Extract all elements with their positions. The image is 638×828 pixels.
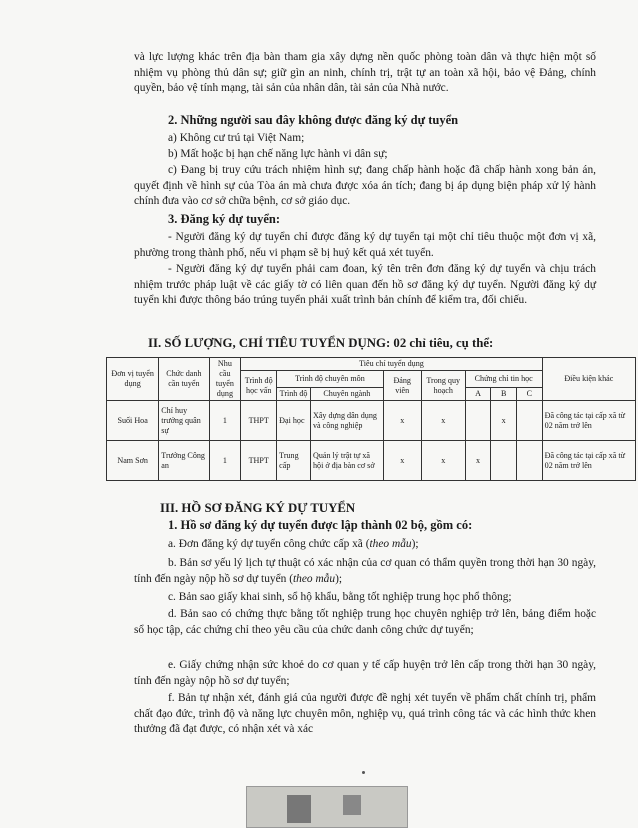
heading-not-eligible: 2. Những người sau đây không được đăng ký dự tuyển [168, 113, 459, 127]
cell-planning: x [421, 401, 465, 441]
registration-rule-2: - Người đăng ký dự tuyển phải cam đoan, ký tên trên đơn đăng ký dự tuyển và chịu trách nhiệm trước pháp luật về các giấy tờ có liên quan đến hồ sơ đăng ký dự tuyển. Người đăng ký dự tuyển khi được thông báo trúng tuyển phải xuất trình bản chính để kiểm tra, đối chiếu. [134, 263, 596, 307]
cell-education: THPT [241, 401, 277, 441]
item-b: b) Mất hoặc bị hạn chế năng lực hành vi dân sự; [168, 148, 388, 160]
cell-education: THPT [241, 441, 277, 481]
item-c: c) Đang bị truy cứu trách nhiệm hình sự; đang chấp hành hoặc đã chấp hành xong bản án, quyết định về hình sự của Tòa án mà chưa được xóa án tích; đang bị áp dụng biện pháp xử lý hành chính đưa vào cơ sở chữa bệnh, cơ sở giáo dục. [134, 164, 596, 208]
recruitment-table [106, 357, 636, 481]
th-other: Điều kiện khác [542, 358, 635, 401]
cell-c [517, 441, 543, 481]
th-a: A [465, 388, 491, 401]
cell-planning: x [421, 441, 465, 481]
registration-rule-1: - Người đăng ký dự tuyển chỉ được đăng ký dự tuyển tại một chỉ tiêu thuộc một đơn vị xã, phường trong thành phố, nếu vi phạm sẽ bị huỷ kết quả xét tuyển. [134, 231, 596, 259]
dossier-item-f: f. Bản tự nhận xét, đánh giá của người được đề nghị xét tuyển về phẩm chất chính trị, phẩm chất đạo đức, trình độ và năng lực chuyên môn, nghiệp vụ, quá trình công tác và các hình thức khen thưởng đã đạt được, có nhận xét và xác [134, 692, 596, 736]
item-a-text: a. Đơn đăng ký dự tuyển công chức cấp xã ( [168, 538, 370, 550]
item-b-italic: theo mẫu [293, 572, 336, 585]
paragraph-intro: và lực lượng khác trên địa bàn tham gia xây dựng nền quốc phòng toàn dân và thực hiện một số nhiệm vụ phòng thủ dân sự; giữ gìn an ninh, chính trị, trật tự an toàn xã hội, bảo vệ Đảng, chính quyền, bảo vệ tính mạng, tài sản của nhân dân, tài sản của Nhà nước. [134, 51, 596, 95]
table-row [107, 441, 636, 481]
heading-dossier: 1. Hồ sơ đăng ký dự tuyển được lập thành 02 bộ, gồm có: [168, 518, 473, 532]
dossier-item-d: d. Bản sao có chứng thực bằng tốt nghiệp trung học chuyên nghiệp trở lên, bảng điểm hoặc sổ học tập, các chứng chỉ theo yêu cầu của chức danh công chức dự tuyển; [134, 608, 596, 636]
cell-a: x [465, 441, 491, 481]
heading-registration: 3. Đăng ký dự tuyển: [168, 212, 281, 226]
th-planning: Trong quy hoạch [421, 371, 465, 401]
cell-unit: Nam Sơn [107, 441, 159, 481]
cell-level: Trung cấp [277, 441, 311, 481]
th-party: Đảng viên [383, 371, 421, 401]
cell-major: Xây dựng dân dụng và công nghiệp [310, 401, 383, 441]
th-it-cert: Chứng chỉ tin học [465, 371, 542, 388]
item-b-end: ); [335, 572, 343, 585]
th-level: Trình độ [277, 388, 311, 401]
cell-major: Quản lý trật tự xã hội ở địa bàn cơ sở [310, 441, 383, 481]
cell-c [517, 401, 543, 441]
section-iii-heading: III. HỒ SƠ ĐĂNG KÝ DỰ TUYỂN [160, 501, 356, 515]
dossier-item-e: e. Giấy chứng nhận sức khoẻ do cơ quan y tế cấp huyện trở lên cấp trong thời hạn 30 ngày, tính đến ngày nộp hồ sơ dự tuyển; [134, 659, 596, 687]
cell-party: x [383, 441, 421, 481]
cell-position: Chỉ huy trưởng quân sự [159, 401, 209, 441]
artifact-shape [287, 795, 311, 823]
th-b: B [491, 388, 517, 401]
cell-need: 1 [209, 441, 241, 481]
item-a: a) Không cư trú tại Việt Nam; [168, 132, 305, 144]
cell-b [491, 441, 517, 481]
cell-other: Đã công tác tại cấp xã từ 02 năm trở lên [542, 401, 635, 441]
dossier-item-a [134, 537, 596, 553]
section-ii-heading: II. SỐ LƯỢNG, CHỈ TIÊU TUYỂN DỤNG: 02 chỉ tiêu, cụ thể: [148, 336, 494, 350]
cell-level: Đại học [277, 401, 311, 441]
th-position: Chức danh cần tuyển [159, 358, 209, 401]
scan-speck [362, 771, 365, 774]
dossier-item-c: c. Bản sao giấy khai sinh, sổ hộ khẩu, bằng tốt nghiệp trung học phổ thông; [168, 591, 512, 603]
dossier-item-b [134, 556, 596, 587]
cell-other: Đã công tác tại cấp xã từ 02 năm trở lên [542, 441, 635, 481]
cell-unit: Suối Hoa [107, 401, 159, 441]
cell-position: Trưởng Công an [159, 441, 209, 481]
th-c: C [517, 388, 543, 401]
cell-party: x [383, 401, 421, 441]
th-need: Nhu cầu tuyển dụng [209, 358, 241, 401]
item-a-italic: theo mẫu [369, 538, 412, 550]
scan-artifact-image [246, 786, 408, 828]
th-unit: Đơn vị tuyển dụng [107, 358, 159, 401]
artifact-shape [343, 795, 361, 815]
th-education: Trình độ học vấn [241, 371, 277, 401]
cell-a [465, 401, 491, 441]
item-a-end: ); [411, 538, 419, 550]
cell-need: 1 [209, 401, 241, 441]
th-criteria: Tiêu chí tuyển dụng [241, 358, 542, 371]
table-row [107, 401, 636, 441]
th-major: Chuyên ngành [310, 388, 383, 401]
cell-b: x [491, 401, 517, 441]
th-specialty: Trình độ chuyên môn [277, 371, 384, 388]
item-b-text: b. Bản sơ yếu lý lịch tự thuật có xác nhận của cơ quan có thẩm quyền trong thời hạn 30 ngày, tính đến ngày nộp hồ sơ dự tuyển ( [134, 557, 596, 585]
